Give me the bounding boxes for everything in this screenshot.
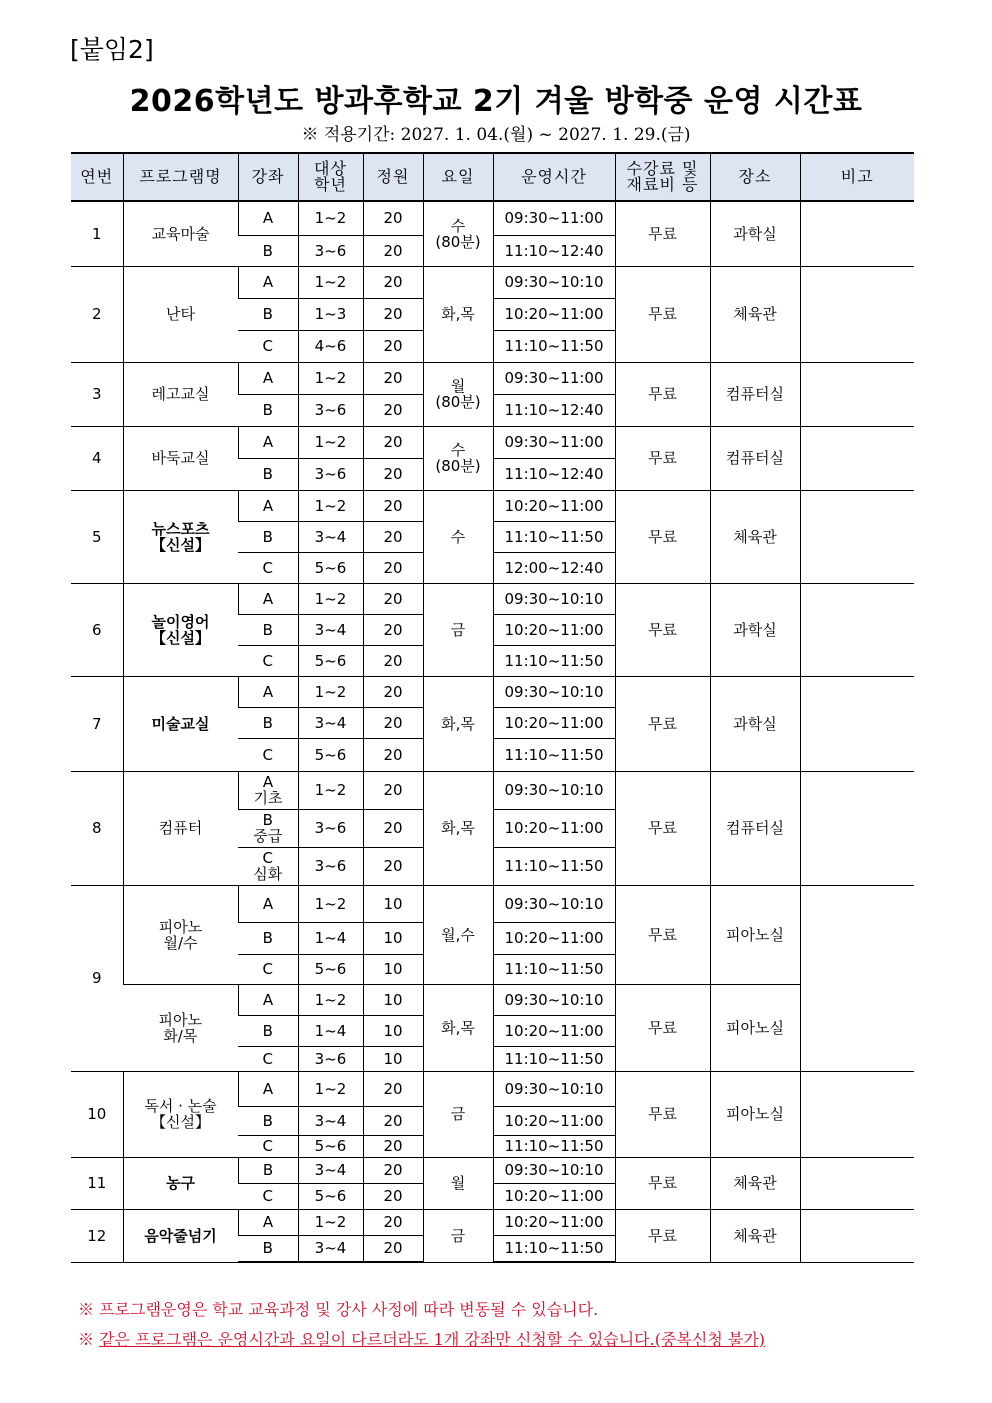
target-grade: 1~2 [298,583,363,614]
program-name: 피아노 월/수 [123,885,238,984]
capacity: 20 [363,426,423,458]
row-number: 7 [71,676,123,771]
place: 체육관 [710,1209,800,1262]
program-name: 바둑교실 [123,426,238,490]
table-row [71,362,914,394]
table-row [71,201,914,235]
run-time: 11:10~11:50 [493,645,615,676]
class-code: B [238,707,298,738]
class-code: C [238,954,298,984]
period-text: ※ 적용기간: 2027. 1. 04.(월) ~ 2027. 1. 29.(금) [301,125,691,145]
capacity: 20 [363,707,423,738]
class-code: B [238,922,298,954]
capacity: 20 [363,552,423,583]
table-row [71,426,914,458]
document-title: 2026학년도 방과후학교 2기 겨울 방학중 운영 시간표 [129,84,863,119]
header-no: 연번 [71,153,123,201]
table-row [71,490,914,521]
run-time: 09:30~10:10 [493,771,615,809]
capacity: 20 [363,1235,423,1262]
row-number: 3 [71,362,123,426]
remarks [800,1157,914,1209]
target-grade: 5~6 [298,954,363,984]
run-time: 09:30~10:10 [493,583,615,614]
class-code: B [238,458,298,490]
class-code: B [238,394,298,426]
remarks [800,676,914,771]
fee: 무료 [615,1157,710,1209]
run-time: 11:10~12:40 [493,394,615,426]
class-code: A 기초 [238,771,298,809]
run-time: 10:20~11:00 [493,614,615,645]
weekday: 금 [423,583,493,676]
header-fee: 수강료 및 재료비 등 [615,153,710,201]
run-time: 09:30~11:00 [493,426,615,458]
run-time: 11:10~11:50 [493,954,615,984]
program-name: 농구 [123,1157,238,1209]
program-name: 난타 [123,266,238,362]
table-row [71,266,914,298]
target-grade: 3~6 [298,235,363,266]
place: 컴퓨터실 [710,426,800,490]
weekday: 월 (80분) [423,362,493,426]
run-time: 10:20~11:00 [493,490,615,521]
place: 체육관 [710,1157,800,1209]
fee: 무료 [615,1209,710,1262]
run-time: 09:30~10:10 [493,1071,615,1106]
capacity: 20 [363,738,423,771]
program-name: 교육마술 [123,201,238,266]
capacity: 20 [363,1106,423,1135]
class-code: A [238,676,298,707]
header-day: 요일 [423,153,493,201]
table-row [71,1071,914,1106]
table-row [71,771,914,809]
place: 과학실 [710,201,800,266]
place: 과학실 [710,583,800,676]
remarks [800,771,914,885]
target-grade: 1~2 [298,885,363,922]
run-time: 09:30~10:10 [493,885,615,922]
fee: 무료 [615,984,710,1071]
class-code: A [238,984,298,1015]
place: 체육관 [710,266,800,362]
note-1: ※ 프로그램운영은 학교 교육과정 및 강사 사정에 따라 변동될 수 있습니다. [78,1300,599,1319]
program-name: 독서 · 논술 【신설】 [123,1071,238,1157]
schedule-body [71,201,914,1262]
row-number: 5 [71,490,123,583]
table-row [71,885,914,922]
target-grade: 3~6 [298,458,363,490]
row-number: 4 [71,426,123,490]
remarks [800,1209,914,1262]
run-time: 09:30~10:10 [493,1157,615,1183]
capacity: 20 [363,235,423,266]
target-grade: 3~6 [298,1046,363,1071]
capacity: 20 [363,1135,423,1157]
place: 컴퓨터실 [710,771,800,885]
class-code: C [238,645,298,676]
capacity: 20 [363,614,423,645]
capacity: 10 [363,1015,423,1046]
row-number: 10 [71,1071,123,1157]
class-code: B [238,1235,298,1262]
target-grade: 3~4 [298,614,363,645]
class-code: B [238,235,298,266]
target-grade: 1~4 [298,922,363,954]
note-2-underlined: 같은 프로그램은 운영시간과 요일이 다르더라도 1개 강좌만 신청할 수 있습니다.(중복신청 불가) [99,1330,766,1349]
program-name: 레고교실 [123,362,238,426]
row-number: 11 [71,1157,123,1209]
header-class: 강좌 [238,153,298,201]
target-grade: 3~4 [298,521,363,552]
class-code: A [238,362,298,394]
target-grade: 1~2 [298,490,363,521]
remarks [800,490,914,583]
capacity: 20 [363,298,423,330]
run-time: 10:20~11:00 [493,707,615,738]
program-name: 컴퓨터 [123,771,238,885]
weekday: 화,목 [423,984,493,1071]
weekday: 금 [423,1209,493,1262]
class-code: A [238,201,298,235]
remarks [800,266,914,362]
row-number: 1 [71,201,123,266]
table-row [71,984,914,1015]
capacity: 20 [363,266,423,298]
note-2-text: ※ 같은 프로그램은 운영시간과 요일이 다르더라도 1개 강좌만 신청할 수 있습니다.(중복신청 불가) [78,1330,766,1349]
place: 피아노실 [710,1071,800,1157]
run-time: 11:10~11:50 [493,847,615,885]
capacity: 10 [363,1046,423,1071]
target-grade: 1~2 [298,676,363,707]
capacity: 10 [363,885,423,922]
target-grade: 5~6 [298,552,363,583]
fee: 무료 [615,426,710,490]
class-code: B [238,1015,298,1046]
table-row [71,1157,914,1183]
class-code: A [238,1209,298,1235]
capacity: 20 [363,458,423,490]
header-note: 비고 [800,153,914,201]
header-grade: 대상 학년 [298,153,363,201]
run-time: 10:20~11:00 [493,298,615,330]
row-number: 2 [71,266,123,362]
class-code: B [238,1157,298,1183]
target-grade: 1~2 [298,984,363,1015]
class-code: C [238,552,298,583]
fee: 무료 [615,583,710,676]
target-grade: 3~4 [298,1157,363,1183]
fee: 무료 [615,490,710,583]
target-grade: 1~2 [298,771,363,809]
row-number: 12 [71,1209,123,1262]
capacity: 10 [363,954,423,984]
remarks [800,1071,914,1157]
row-number: 9 [71,885,123,1071]
target-grade: 1~2 [298,426,363,458]
class-code: C [238,1046,298,1071]
class-code: A [238,266,298,298]
weekday: 화,목 [423,676,493,771]
remarks [800,885,914,1071]
run-time: 11:10~11:50 [493,1046,615,1071]
run-time: 11:10~11:50 [493,330,615,362]
capacity: 20 [363,362,423,394]
table-row [71,676,914,707]
run-time: 11:10~11:50 [493,521,615,552]
row-number: 8 [71,771,123,885]
weekday: 화,목 [423,266,493,362]
program-name: 음악줄넘기 [123,1209,238,1262]
program-name: 뉴스포츠 【신설】 [123,490,238,583]
run-time: 11:10~12:40 [493,235,615,266]
target-grade: 5~6 [298,645,363,676]
fee: 무료 [615,1071,710,1157]
capacity: 20 [363,1157,423,1183]
program-name: 놀이영어 【신설】 [123,583,238,676]
target-grade: 3~4 [298,1235,363,1262]
header-place: 장소 [710,153,800,201]
fee: 무료 [615,885,710,984]
class-code: C [238,1135,298,1157]
table-row [71,583,914,614]
capacity: 20 [363,201,423,235]
fee: 무료 [615,676,710,771]
table-row [71,1209,914,1235]
weekday: 수 (80분) [423,426,493,490]
weekday: 월 [423,1157,493,1209]
capacity: 10 [363,984,423,1015]
target-grade: 1~3 [298,298,363,330]
class-code: A [238,885,298,922]
notes [78,1295,765,1355]
class-code: B [238,1106,298,1135]
fee: 무료 [615,201,710,266]
class-code: C 심화 [238,847,298,885]
target-grade: 3~6 [298,809,363,847]
place: 피아노실 [710,984,800,1071]
target-grade: 3~6 [298,847,363,885]
capacity: 20 [363,771,423,809]
target-grade: 3~4 [298,1106,363,1135]
target-grade: 1~2 [298,201,363,235]
target-grade: 1~2 [298,1071,363,1106]
place: 체육관 [710,490,800,583]
target-grade: 3~6 [298,394,363,426]
weekday: 수 [423,490,493,583]
run-time: 10:20~11:00 [493,1183,615,1209]
class-code: B 중급 [238,809,298,847]
capacity: 20 [363,490,423,521]
capacity: 20 [363,1183,423,1209]
remarks [800,362,914,426]
fee: 무료 [615,266,710,362]
header-row [71,153,914,201]
header-program: 프로그램명 [123,153,238,201]
remarks [800,201,914,266]
header-time: 운영시간 [493,153,615,201]
target-grade: 1~2 [298,266,363,298]
run-time: 09:30~10:10 [493,676,615,707]
fee: 무료 [615,771,710,885]
row-number: 6 [71,583,123,676]
capacity: 20 [363,394,423,426]
schedule-table [71,152,914,1263]
capacity: 20 [363,1209,423,1235]
class-code: C [238,738,298,771]
capacity: 20 [363,583,423,614]
run-time: 10:20~11:00 [493,922,615,954]
target-grade: 4~6 [298,330,363,362]
capacity: 20 [363,809,423,847]
capacity: 20 [363,1071,423,1106]
attachment-label: [붙임2] [70,35,154,64]
fee: 무료 [615,362,710,426]
note-2 [78,1325,765,1355]
weekday: 수 (80분) [423,201,493,266]
place: 컴퓨터실 [710,362,800,426]
capacity: 20 [363,521,423,552]
weekday: 월,수 [423,885,493,984]
capacity: 20 [363,676,423,707]
class-code: A [238,490,298,521]
capacity: 20 [363,330,423,362]
class-code: A [238,1071,298,1106]
capacity: 20 [363,645,423,676]
run-time: 11:10~11:50 [493,738,615,771]
header-capacity: 정원 [363,153,423,201]
target-grade: 5~6 [298,1183,363,1209]
target-grade: 5~6 [298,1135,363,1157]
run-time: 11:10~11:50 [493,1135,615,1157]
program-name: 미술교실 [123,676,238,771]
target-grade: 5~6 [298,738,363,771]
weekday: 화,목 [423,771,493,885]
target-grade: 1~2 [298,362,363,394]
target-grade: 1~2 [298,1209,363,1235]
run-time: 10:20~11:00 [493,809,615,847]
place: 과학실 [710,676,800,771]
run-time: 10:20~11:00 [493,1015,615,1046]
class-code: C [238,1183,298,1209]
program-name: 피아노 화/목 [123,984,238,1071]
run-time: 10:20~11:00 [493,1209,615,1235]
place: 피아노실 [710,885,800,984]
run-time: 10:20~11:00 [493,1106,615,1135]
class-code: B [238,298,298,330]
weekday: 금 [423,1071,493,1157]
target-grade: 1~4 [298,1015,363,1046]
capacity: 10 [363,922,423,954]
run-time: 09:30~10:10 [493,266,615,298]
capacity: 20 [363,847,423,885]
target-grade: 3~4 [298,707,363,738]
run-time: 11:10~11:50 [493,1235,615,1262]
run-time: 09:30~10:10 [493,984,615,1015]
remarks [800,583,914,676]
class-code: B [238,614,298,645]
class-code: A [238,583,298,614]
run-time: 09:30~11:00 [493,201,615,235]
class-code: B [238,521,298,552]
class-code: A [238,426,298,458]
run-time: 09:30~11:00 [493,362,615,394]
run-time: 12:00~12:40 [493,552,615,583]
class-code: C [238,330,298,362]
run-time: 11:10~12:40 [493,458,615,490]
remarks [800,426,914,490]
